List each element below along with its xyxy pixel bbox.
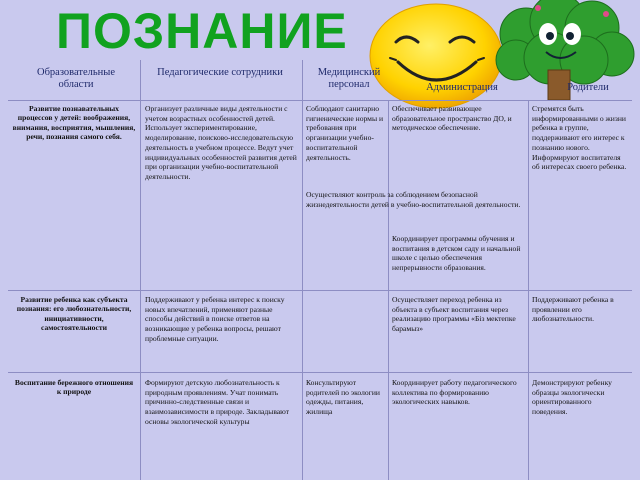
page-title: ПОЗНАНИЕ bbox=[56, 3, 348, 59]
row1-area: Развитие познавательных процессов у детей: воображения, внимания, восприятия, мышления, речи, познания самого себя. bbox=[12, 104, 136, 142]
header-teachers: Педагогические сотрудники bbox=[157, 67, 283, 78]
row2-administration: Осуществляет переход ребенка из объекта в субъект воспитания через реализацию программы «Біз мектепке барамыз» bbox=[392, 295, 516, 334]
row1-parents: Стремятся быть информированными о жизни ребенка в группе, поддерживают его интерес к познанию нового. Информируют воспитателя об интересах своего ребенка. bbox=[532, 104, 627, 172]
smiley-sun-icon bbox=[368, 2, 504, 114]
row2-area: Развитие ребенка как субъекта познания: его любознательности, инициативности, самостоятельности bbox=[16, 295, 132, 333]
row3-area: Воспитание бережного отношения к природе bbox=[14, 378, 134, 397]
header-parents: Родители bbox=[567, 82, 609, 93]
header-medical: Медицинский персонал bbox=[317, 67, 381, 91]
row1-medical: Соблюдают санитарно гигиенические нормы и требования при организации учебно-воспитательной деятельность. bbox=[306, 104, 384, 162]
row1-admin-extra: Координирует программы обучения и воспитания в детском саду и начальной школе с целью обеспечения непрерывности образования. bbox=[392, 234, 521, 273]
row1-teachers: Организует различные виды деятельности с учетом возрастных особенностей детей. Использует экспериментирование, моделирование, поисково-исследовательскую деятельность в учебном процессе. Ведут учет индивидуальных особенностей развития детей при организации учебно-воспитательной деятельности. bbox=[145, 104, 297, 182]
row3-parents: Демонстрируют ребенку образцы экологически ориентированного поведения. bbox=[532, 378, 612, 417]
row2-parents: Поддерживают ребенка в проявлении его любознательности. bbox=[532, 295, 614, 324]
row1-administration: Обеспечивает развивающее образовательное пространство ДО, и методическое обеспечение. bbox=[392, 104, 512, 133]
row3-teachers: Формируют детскую любознательность к природным проявлениям. Учат понимать причинно-следственные связи и взаимозависимости в природе. Закладывают основы экологической культуры bbox=[145, 378, 290, 426]
row1-medical-admin-shared: Осуществляют контроль за соблюдением безопасной жизнедеятельности детей в учебно-воспитательной деятельности. bbox=[306, 190, 521, 209]
row3-medical: Консультируют родителей по экологии одежды, питания, жилища bbox=[306, 378, 380, 417]
header-administration: Администрация bbox=[426, 82, 498, 93]
row3-administration: Координирует работу педагогического коллектива по формированию экологических навыков. bbox=[392, 378, 517, 407]
row2-teachers: Поддерживают у ребенка интерес к поиску новых впечатлений, применяют разные способы действий в поиске ответов на возникающие у ребенка вопросы, решают проблемные ситуации. bbox=[145, 295, 285, 343]
header-areas: Образовательные области bbox=[37, 67, 115, 91]
